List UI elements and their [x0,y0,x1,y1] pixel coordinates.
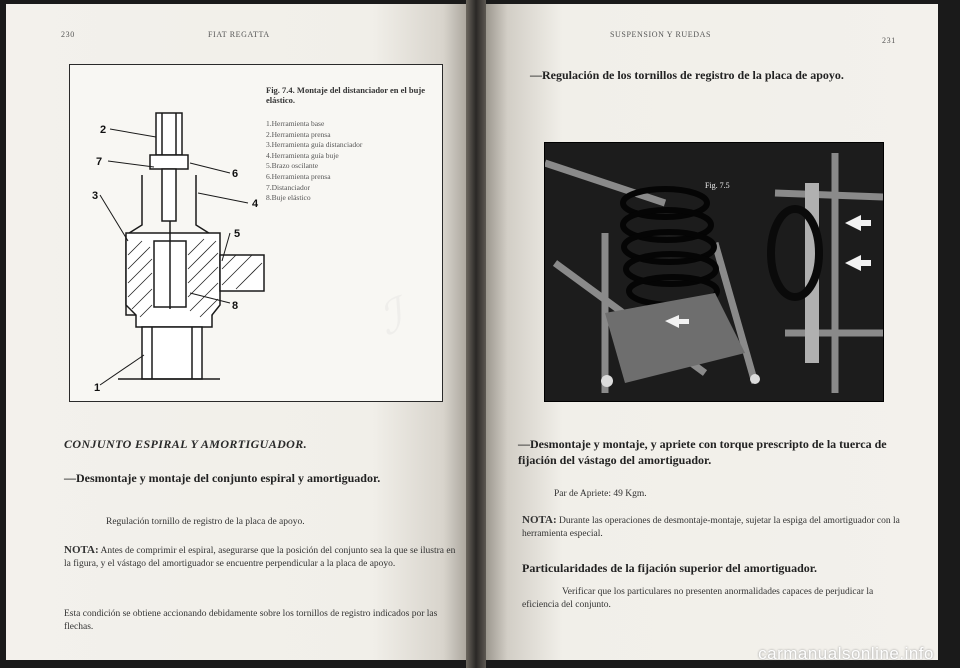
paragraph-verificar: Verificar que los particulares no presenten anormalidades capaces de perjudicar la eficiencia del conjunto. [522,587,874,610]
figure-7-4 [69,64,443,402]
heading-desmontaje-torque: —Desmontaje y montaje, y apriete con torque prescripto de la tuerca de fijación del vástago del amortiguador. [518,437,887,467]
site-watermark: carmanualsonline.info [758,644,934,663]
page-number-left: 230 [61,30,75,39]
note-paragraph [64,544,456,570]
page-number-right: 231 [882,36,896,45]
bushing-assembly-drawing [70,65,266,401]
legend-item: 8.Buje elástico [266,193,311,203]
subheading: —Desmontaje y montaje del conjunto espiral y amortiguador. [64,471,381,485]
note-label: NOTA: [64,544,99,556]
running-head-right: SUSPENSION Y RUEDAS [610,30,712,39]
callout-7: 7 [96,156,103,168]
figure-caption-7-4: Fig. 7.4. Montaje del distanciador en el buje elástico. [266,85,425,105]
torque-value: Par de Apriete: 49 Kgm. [554,489,647,499]
legend-item: 7.Distanciador [266,182,310,192]
heading-regulacion-tornillos: —Regulación de los tornillos de registro de la placa de apoyo. [530,68,844,82]
legend-item: 3.Herramienta guía distanciador [266,140,363,150]
callout-5: 5 [234,228,241,240]
legend-item: 2.Herramienta prensa [266,129,331,139]
right-page [480,4,938,660]
legend-item: 5.Brazo oscilante [266,161,319,171]
legend-item: 4.Herramienta guía buje [266,150,339,160]
background-watermark-logo: ℐ [372,288,410,346]
note-label-right: NOTA: [522,514,557,526]
callout-4: 4 [252,198,259,210]
callout-2: 2 [100,124,107,136]
note-right [522,514,902,540]
callout-8: 8 [232,300,239,312]
callout-3: 3 [92,190,99,202]
heading-particularidades: Particularidades de la fijación superior del amortiguador. [522,561,817,575]
paragraph-regulacion: Regulación tornillo de registro de la placa de apoyo. [106,517,305,527]
figure-legend [266,119,441,204]
figure-7-5-photo [544,142,884,402]
book-spine [466,0,486,668]
legend-item: 1.Herramienta base [266,119,325,128]
running-head-left: FIAT REGATTA [208,30,270,39]
note-text-right: Durante las operaciones de desmontaje-montaje, sujetar la espiga del amortiguador con la herramienta especial. [522,516,900,539]
callout-6: 6 [232,168,239,180]
section-heading: CONJUNTO ESPIRAL Y AMORTIGUADOR. [64,437,308,451]
legend-item: 6.Herramienta prensa [266,171,331,181]
note-text: Antes de comprimir el espiral, asegurarse que la posición del conjunto sea la que se ilustra en la figura, y el vástago del amortiguador se encuentre perpendicular a la placa de apoyo. [64,546,456,569]
figure-caption-7-5: Fig. 7.5 [705,181,730,190]
note-paragraph-2: Esta condición se obtiene accionando debidamente sobre los tornillos de registro indicados por las flechas. [64,609,438,632]
callout-1: 1 [94,382,101,394]
